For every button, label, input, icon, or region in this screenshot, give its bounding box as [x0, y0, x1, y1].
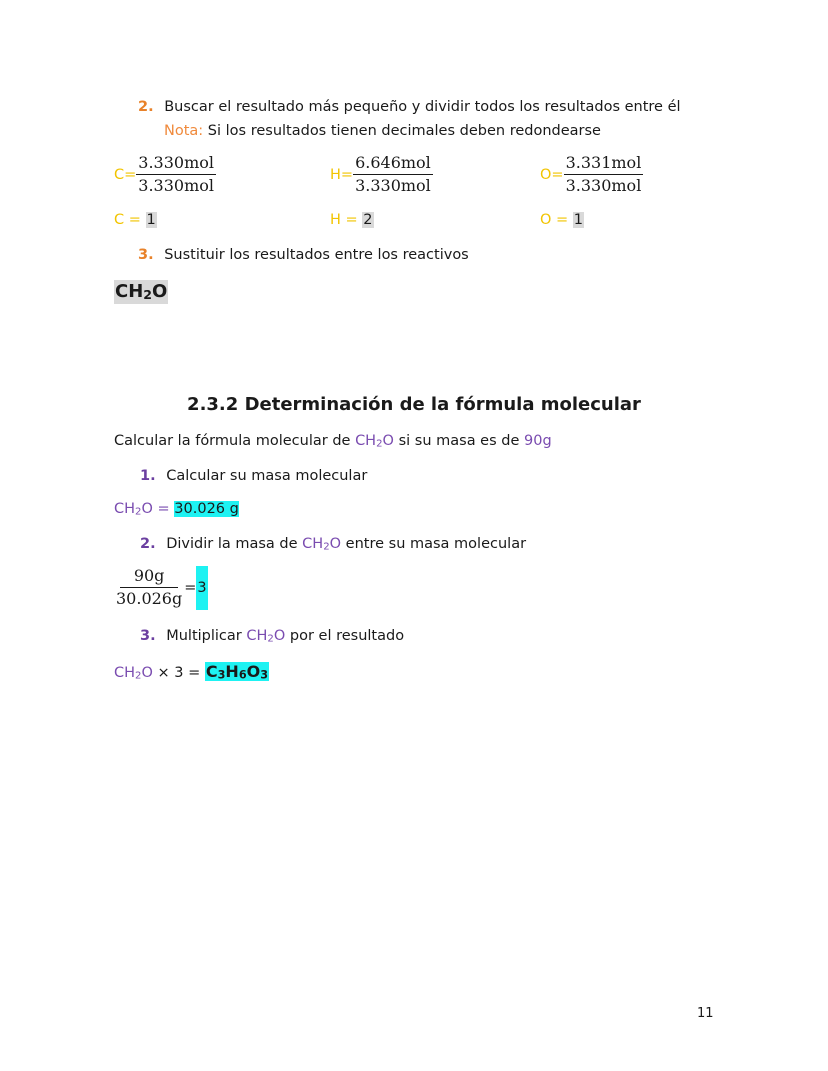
denominator: 3.330mol	[138, 176, 215, 195]
numerator: 3.330mol	[136, 152, 216, 175]
division-result: 3	[196, 566, 207, 610]
equals-sign: =	[124, 212, 146, 228]
operator: × 3 =	[152, 665, 205, 681]
page-number: 11	[697, 1006, 714, 1021]
element-label: O	[540, 166, 552, 183]
element-label: H	[330, 212, 341, 228]
formula-subscript: 2	[143, 286, 153, 302]
result-value: 1	[573, 212, 584, 228]
numerator: 6.646mol	[353, 152, 433, 175]
fraction	[114, 565, 184, 610]
result-o	[540, 210, 584, 230]
ratio-h	[330, 152, 433, 197]
mass-value: 90g	[524, 433, 552, 449]
step-text: Multiplicar $CH_2O$ por el resultado	[166, 628, 405, 645]
step-number: 2.	[140, 536, 156, 552]
formula-ch2o: $CH_2O$	[355, 433, 394, 450]
fraction	[353, 152, 433, 197]
formula-ch2o: $CH_2O$	[114, 665, 153, 682]
step-number: 3.	[140, 628, 156, 644]
molar-mass-value: 30.026 g	[174, 501, 239, 517]
fraction	[564, 152, 644, 197]
denominator: 3.330mol	[565, 176, 642, 195]
equals-sign: =	[184, 579, 197, 596]
numerator: 3.331mol	[564, 152, 644, 175]
mol-step-1	[140, 466, 367, 486]
result-h	[330, 210, 374, 230]
section-title: 2.3.2 Determinación de la fórmula molecular	[187, 394, 641, 415]
equals-sign: =	[124, 166, 137, 183]
fraction	[136, 152, 216, 197]
step-2-item	[138, 97, 681, 117]
denominator: 30.026g	[116, 589, 183, 608]
result-c	[114, 210, 157, 230]
equals-sign: =	[551, 212, 573, 228]
result-value: 1	[146, 212, 156, 228]
multiplication-line	[114, 662, 269, 683]
step-text: Buscar el resultado más pequeño y dividir todos los resultados entre él	[164, 99, 681, 115]
denominator: 3.330mol	[355, 176, 431, 195]
molecular-formula: $C_3H_6O_3$	[205, 662, 269, 682]
equals-sign: =	[340, 212, 363, 228]
molar-mass-line	[114, 499, 239, 519]
intro-text: Calcular la fórmula molecular de	[114, 433, 356, 449]
step-number: 1.	[140, 468, 156, 484]
result-value: 2	[363, 212, 373, 228]
formula-part: O	[152, 281, 168, 302]
intro-text: si su masa es de	[393, 433, 525, 449]
step-number: 3.	[138, 247, 154, 263]
mol-step-3	[140, 626, 404, 646]
numerator: 90g	[120, 565, 179, 588]
step-text: Sustituir los resultados entre los reactivos	[164, 247, 469, 263]
step-text: Calcular su masa molecular	[166, 468, 368, 484]
equals-sign: =	[551, 166, 564, 183]
note-line	[164, 121, 601, 141]
step-number: 2.	[138, 99, 154, 115]
equals-sign: =	[340, 166, 354, 183]
mol-step-2	[140, 534, 526, 554]
formula-part: CH	[115, 281, 144, 302]
ratio-c	[114, 152, 216, 197]
element-label: O	[540, 212, 552, 228]
note-label: Nota:	[164, 123, 204, 139]
step-3-item	[138, 245, 469, 265]
empirical-formula	[114, 280, 168, 304]
note-text: Si los resultados tienen decimales deben redondearse	[203, 123, 601, 139]
step-text: Dividir la masa de $CH_2O$ entre su masa molecular	[166, 536, 527, 553]
element-label: C	[114, 212, 125, 228]
division-equation	[114, 565, 208, 610]
section-intro	[114, 431, 552, 451]
element-label: C	[114, 166, 125, 183]
ratio-o	[540, 152, 643, 197]
element-label: H	[330, 166, 341, 183]
formula-ch2o: $CH_2O$ =	[114, 501, 175, 518]
